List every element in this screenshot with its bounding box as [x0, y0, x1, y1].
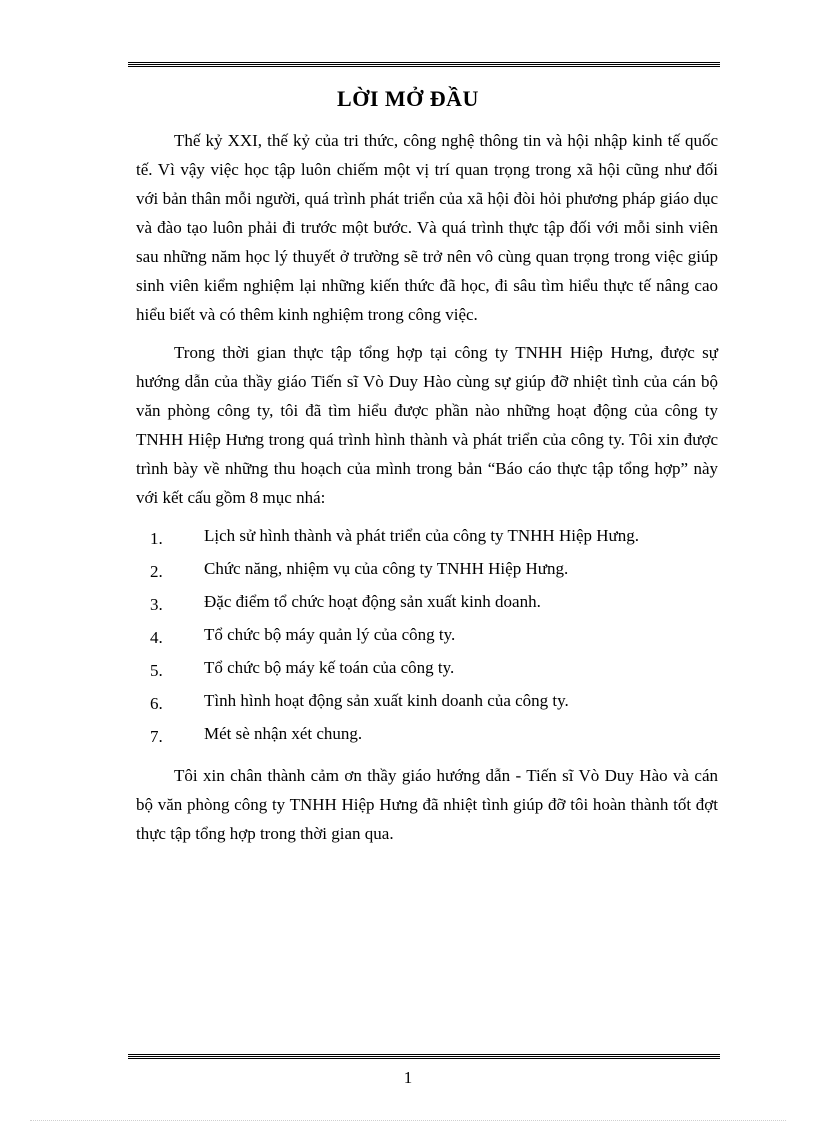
page-title: LỜI MỞ ĐẦU [337, 86, 479, 111]
list-item [136, 719, 718, 752]
list-item-number: 6. [150, 694, 163, 713]
list-item-text: Tình hình hoạt động sản xuất kinh doanh của công ty. [204, 691, 569, 710]
list-item-number: 7. [150, 727, 163, 746]
section-list [136, 521, 718, 752]
internship-paragraph: Trong thời gian thực tập tổng hợp tại công ty TNHH Hiệp Hưng, được sự hướng dẫn của thầy giáo Tiến sĩ Vò Duy Hào cùng sự giúp đỡ nhiệt tình của cán bộ văn phòng công ty, tôi đã tìm hiểu được phần nào những hoạt động của công ty TNHH Hiệp Hưng trong quá trình hình thành và phát triển của công ty. Tôi xin được trình bày về những thu hoạch của mình trong bản “Báo cáo thực tập tổng hợp” này với kết cấu gồm 8 mục nhá: [136, 343, 718, 507]
list-item-text: Tổ chức bộ máy quản lý của công ty. [204, 625, 456, 644]
list-item-text: Mét sè nhận xét chung. [204, 724, 363, 743]
list-item [136, 587, 718, 620]
header-rule [128, 62, 720, 67]
list-item-text: Tổ chức bộ máy kế toán của công ty. [204, 658, 455, 677]
list-item [136, 653, 718, 686]
page-edge-divider [30, 1120, 786, 1121]
footer-rule [128, 1054, 720, 1059]
list-item-number: 5. [150, 661, 163, 680]
document-body [136, 126, 718, 857]
intro-paragraph: Thế kỷ XXI, thế kỷ của tri thức, công nghệ thông tin và hội nhập kinh tế quốc tế. Vì vậy việc học tập luôn chiếm một vị trí quan trọng trong xã hội cũng như đối với bản thân mỗi người, quá trình phát triển của xã hội đòi hỏi phương pháp giáo dục và đào tạo luôn phải đi trước một bước. Và quá trình thực tập đối với mỗi sinh viên sau những năm học lý thuyết ở trường sẽ trở nên vô cùng quan trọng trong việc giúp sinh viên kiểm nghiệm lại những kiến thức đã học, đi sâu tìm hiểu thực tế nâng cao hiểu biết và có thêm kinh nghiệm trong công việc. [136, 131, 718, 324]
list-item-number: 4. [150, 628, 163, 647]
list-item-number: 2. [150, 562, 163, 581]
list-item-text: Chức năng, nhiệm vụ của công ty TNHH Hiệp Hưng. [204, 559, 569, 578]
list-item-number: 3. [150, 595, 163, 614]
list-item [136, 521, 718, 554]
list-item-text: Lịch sử hình thành và phát triển của công ty TNHH Hiệp Hưng. [204, 526, 639, 545]
page-number: 1 [403, 1068, 413, 1087]
thanks-paragraph: Tôi xin chân thành cảm ơn thầy giáo hướng dẫn - Tiến sĩ Vò Duy Hào và cán bộ văn phòng công ty TNHH Hiệp Hưng đã nhiệt tình giúp đỡ tôi hoàn thành tốt đợt thực tập tổng hợp trong thời gian qua. [136, 766, 718, 843]
list-item [136, 620, 718, 653]
list-item [136, 554, 718, 587]
list-item-text: Đặc điểm tổ chức hoạt động sản xuất kinh doanh. [204, 592, 541, 611]
list-item [136, 686, 718, 719]
list-item-number: 1. [150, 529, 163, 548]
